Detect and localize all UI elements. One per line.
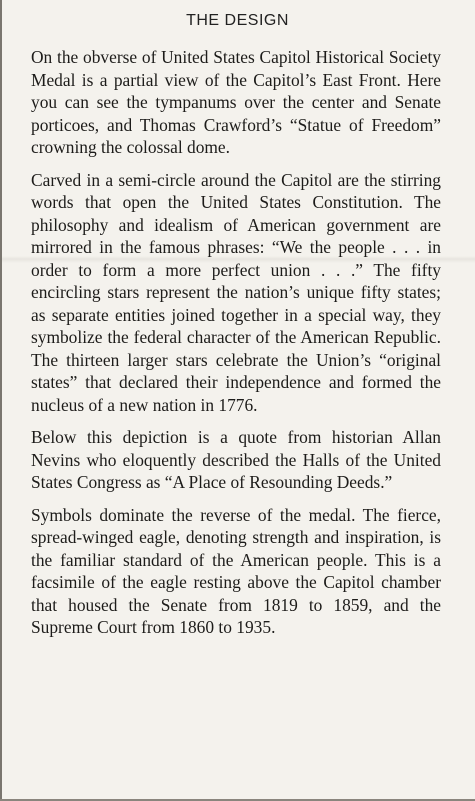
paragraph-constitution: Carved in a semi-circle around the Capitol are the stirring words that open the United States Constitution. The philosophy and idealism of American government are mirrored in the famous phrases: “We the people . . . in order to form a more perfect union . . .” The fifty encircling stars represent the nation’s unique fifty states; as separate entities joined together in a special way, they symbolize the federal character of the American Republic. The thirteen larger stars celebrate the Union’s “original states” that declared their independence and formed the nucleus of a new nation in 1776. — [31, 169, 441, 415]
paragraph-reverse: Symbols dominate the reverse of the medal. The fierce, spread-winged eagle, denoting strength and inspiration, is the familiar standard of the American people. This is a facsimile of the eagle resting above the Capitol chamber that housed the Senate from 1819 to 1859, and the Supreme Court from 1860 to 1935. — [31, 504, 441, 637]
paragraph-nevins-quote: Below this depiction is a quote from historian Allan Nevins who eloquently described the Halls of the United States Congress as “A Place of Resounding Deeds.” — [31, 427, 441, 492]
document-title: THE DESIGN — [186, 12, 289, 29]
page-left-edge — [0, 0, 2, 801]
paragraph-obverse: On the obverse of United States Capitol Historical Society Medal is a partial view of the Capitol’s East Front. Here you can see the tympanums over the center and Senate porticoes, and Thomas Crawford’s “Statue of Freedom” crowning the colossal dome. — [31, 47, 441, 157]
document-body — [31, 46, 441, 639]
